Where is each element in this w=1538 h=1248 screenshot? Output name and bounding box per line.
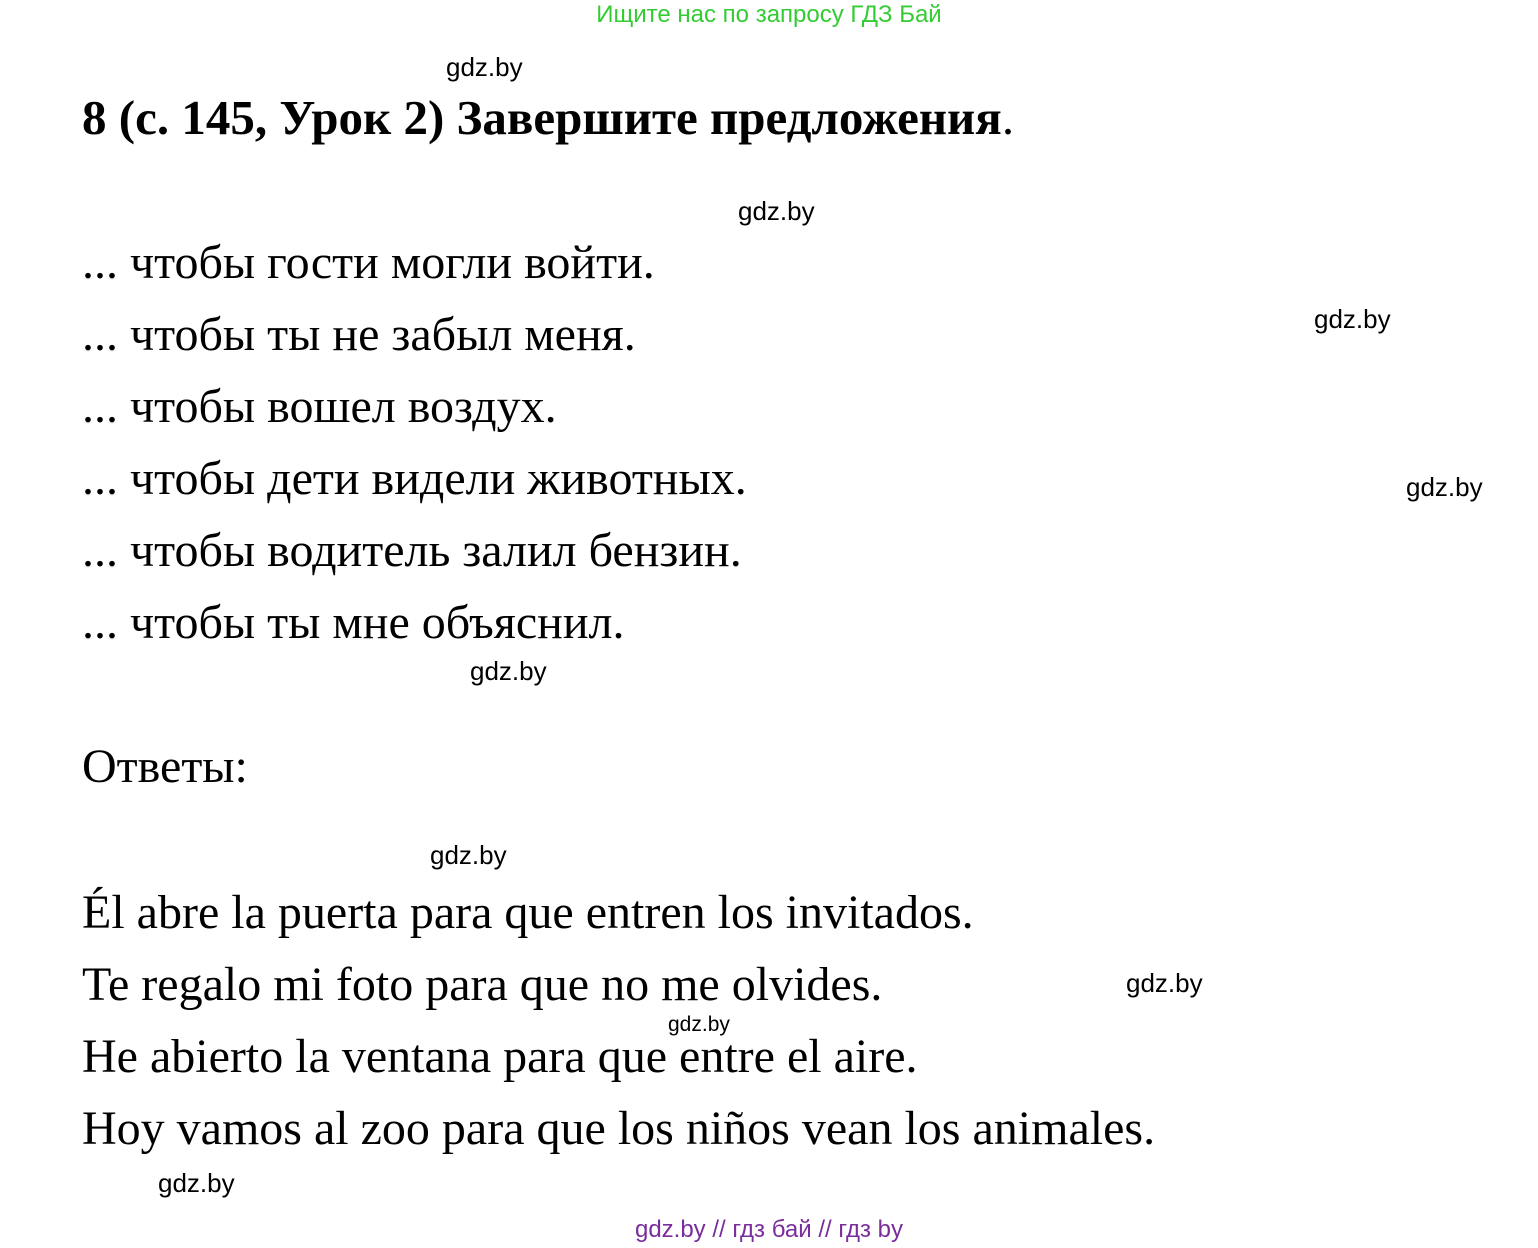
answer-list: [82, 878, 1155, 1166]
phrase-item: ... чтобы гости могли войти.: [82, 236, 655, 289]
watermark: gdz.by: [470, 656, 547, 686]
exercise-title-period: .: [1001, 90, 1015, 145]
watermark: gdz.by: [1406, 472, 1483, 502]
watermark: gdz.by: [1126, 968, 1203, 998]
watermark: gdz.by: [668, 1013, 730, 1036]
search-banner: Ищите нас по запросу ГДЗ Бай: [596, 1, 942, 28]
watermark: gdz.by: [1314, 304, 1391, 334]
exercise-heading: [82, 88, 1014, 148]
phrase-item: ... чтобы ты мне объяснил.: [82, 596, 625, 649]
answer-item: Él abre la puerta para que entren los invitados.: [82, 886, 974, 939]
footer-links: gdz.by // гдз бай // гдз by: [634, 1216, 904, 1243]
phrase-item: ... чтобы дети видели животных.: [82, 452, 747, 505]
exercise-title: 8 (с. 145, Урок 2) Завершите предложения: [82, 90, 1002, 145]
phrase-list: [82, 230, 747, 662]
answer-item: Hoy vamos al zoo para que los niños vean los animales.: [82, 1102, 1156, 1155]
watermark: gdz.by: [158, 1168, 235, 1198]
phrase-item: ... чтобы водитель залил бензин.: [82, 524, 742, 577]
watermark: gdz.by: [738, 196, 815, 226]
watermark: gdz.by: [446, 52, 523, 82]
answer-item: Te regalo mi foto para que no me olvides.: [82, 958, 883, 1011]
phrase-item: ... чтобы вошел воздух.: [82, 380, 557, 433]
answer-item: He abierto la ventana para que entre el aire.: [82, 1030, 918, 1083]
answers-label: Ответы:: [82, 740, 248, 793]
watermark: gdz.by: [430, 840, 507, 870]
phrase-item: ... чтобы ты не забыл меня.: [82, 308, 636, 361]
